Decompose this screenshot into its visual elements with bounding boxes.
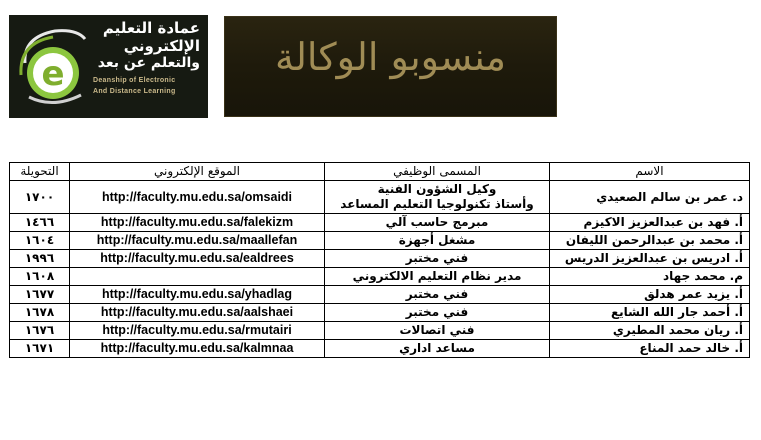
svg-text:e: e (41, 54, 65, 94)
cell-ext: ١٦٧٦ (10, 322, 70, 340)
header-title: المسمى الوظيفي (325, 163, 550, 181)
cell-title: مشغل أجهزة (325, 232, 550, 250)
cell-title: فني مختبر (325, 250, 550, 268)
cell-name: أ. محمد بن عبدالرحمن الليفان (550, 232, 750, 250)
logo-english-line-1: Deanship of Electronic (93, 77, 176, 84)
cell-url-link[interactable]: http://faculty.mu.edu.sa/falekizm (70, 214, 325, 232)
cell-title: مبرمج حاسب آلي (325, 214, 550, 232)
cell-ext: ١٦٧٧ (10, 286, 70, 304)
cell-url-link[interactable]: http://faculty.mu.edu.sa/kalmnaa (70, 340, 325, 358)
table-row (10, 181, 750, 214)
table-header-row (10, 163, 750, 181)
cell-title: مساعد اداري (325, 340, 550, 358)
cell-title: فني اتصالات (325, 322, 550, 340)
cell-ext: ١٧٠٠ (10, 181, 70, 214)
cell-ext: ١٤٦٦ (10, 214, 70, 232)
logo-arabic-line-2: الإلكتروني (123, 37, 200, 55)
deanship-logo (9, 15, 208, 118)
logo-english-line-2: And Distance Learning (93, 88, 176, 95)
cell-url-link[interactable]: http://faculty.mu.edu.sa/rmutairi (70, 322, 325, 340)
table-row (10, 214, 750, 232)
cell-name: م. محمد جهاد (550, 268, 750, 286)
header-name: الاسم (550, 163, 750, 181)
staff-table (9, 162, 750, 358)
table-row (10, 322, 750, 340)
table-row (10, 304, 750, 322)
cell-name: د. عمر بن سالم الصعيدي (550, 181, 750, 214)
cell-name: أ. يزيد عمر هدلق (550, 286, 750, 304)
cell-url-link[interactable]: http://faculty.mu.edu.sa/yhadlag (70, 286, 325, 304)
cell-title (325, 181, 550, 214)
cell-url-empty (70, 268, 325, 286)
cell-url-link[interactable]: http://faculty.mu.edu.sa/aalshaei (70, 304, 325, 322)
cell-ext: ١٩٩٦ (10, 250, 70, 268)
table-row (10, 268, 750, 286)
cell-url-link[interactable]: http://faculty.mu.edu.sa/maallefan (70, 232, 325, 250)
cell-title: مدير نظام التعليم الالكتروني (325, 268, 550, 286)
cell-url-link[interactable]: http://faculty.mu.edu.sa/ealdrees (70, 250, 325, 268)
page-banner (224, 16, 557, 117)
cell-name: أ. خالد حمد المناع (550, 340, 750, 358)
header-url: الموقع الإلكتروني (70, 163, 325, 181)
cell-url-link[interactable]: http://faculty.mu.edu.sa/omsaidi (70, 181, 325, 214)
header-ext: التحويلة (10, 163, 70, 181)
logo-arabic-line-3: والتعلم عن بعد (97, 55, 200, 71)
cell-ext: ١٦٠٤ (10, 232, 70, 250)
cell-title: فني مختبر (325, 286, 550, 304)
cell-name: أ. ادريس بن عبدالعزيز الدريس (550, 250, 750, 268)
cell-name: أ. فهد بن عبدالعزيز الاكيزم (550, 214, 750, 232)
table-row (10, 286, 750, 304)
table-row (10, 232, 750, 250)
logo-arabic-line-1: عمادة التعليم (102, 19, 200, 37)
page-title: منسوبو الوكالة (274, 35, 507, 79)
cell-ext: ١٦٧١ (10, 340, 70, 358)
cell-name: أ. ريان محمد المطيري (550, 322, 750, 340)
cell-title-line-1: وكيل الشؤون الفنية (377, 182, 497, 196)
cell-title: فني مختبر (325, 304, 550, 322)
cell-ext: ١٦٧٨ (10, 304, 70, 322)
table-row (10, 340, 750, 358)
table-row (10, 250, 750, 268)
e-learning-emblem-icon (15, 23, 89, 109)
cell-title-line-2: وأستاذ تكنولوجيا التعليم المساعد (340, 197, 534, 211)
cell-ext: ١٦٠٨ (10, 268, 70, 286)
cell-name: أ. أحمد جار الله الشايع (550, 304, 750, 322)
